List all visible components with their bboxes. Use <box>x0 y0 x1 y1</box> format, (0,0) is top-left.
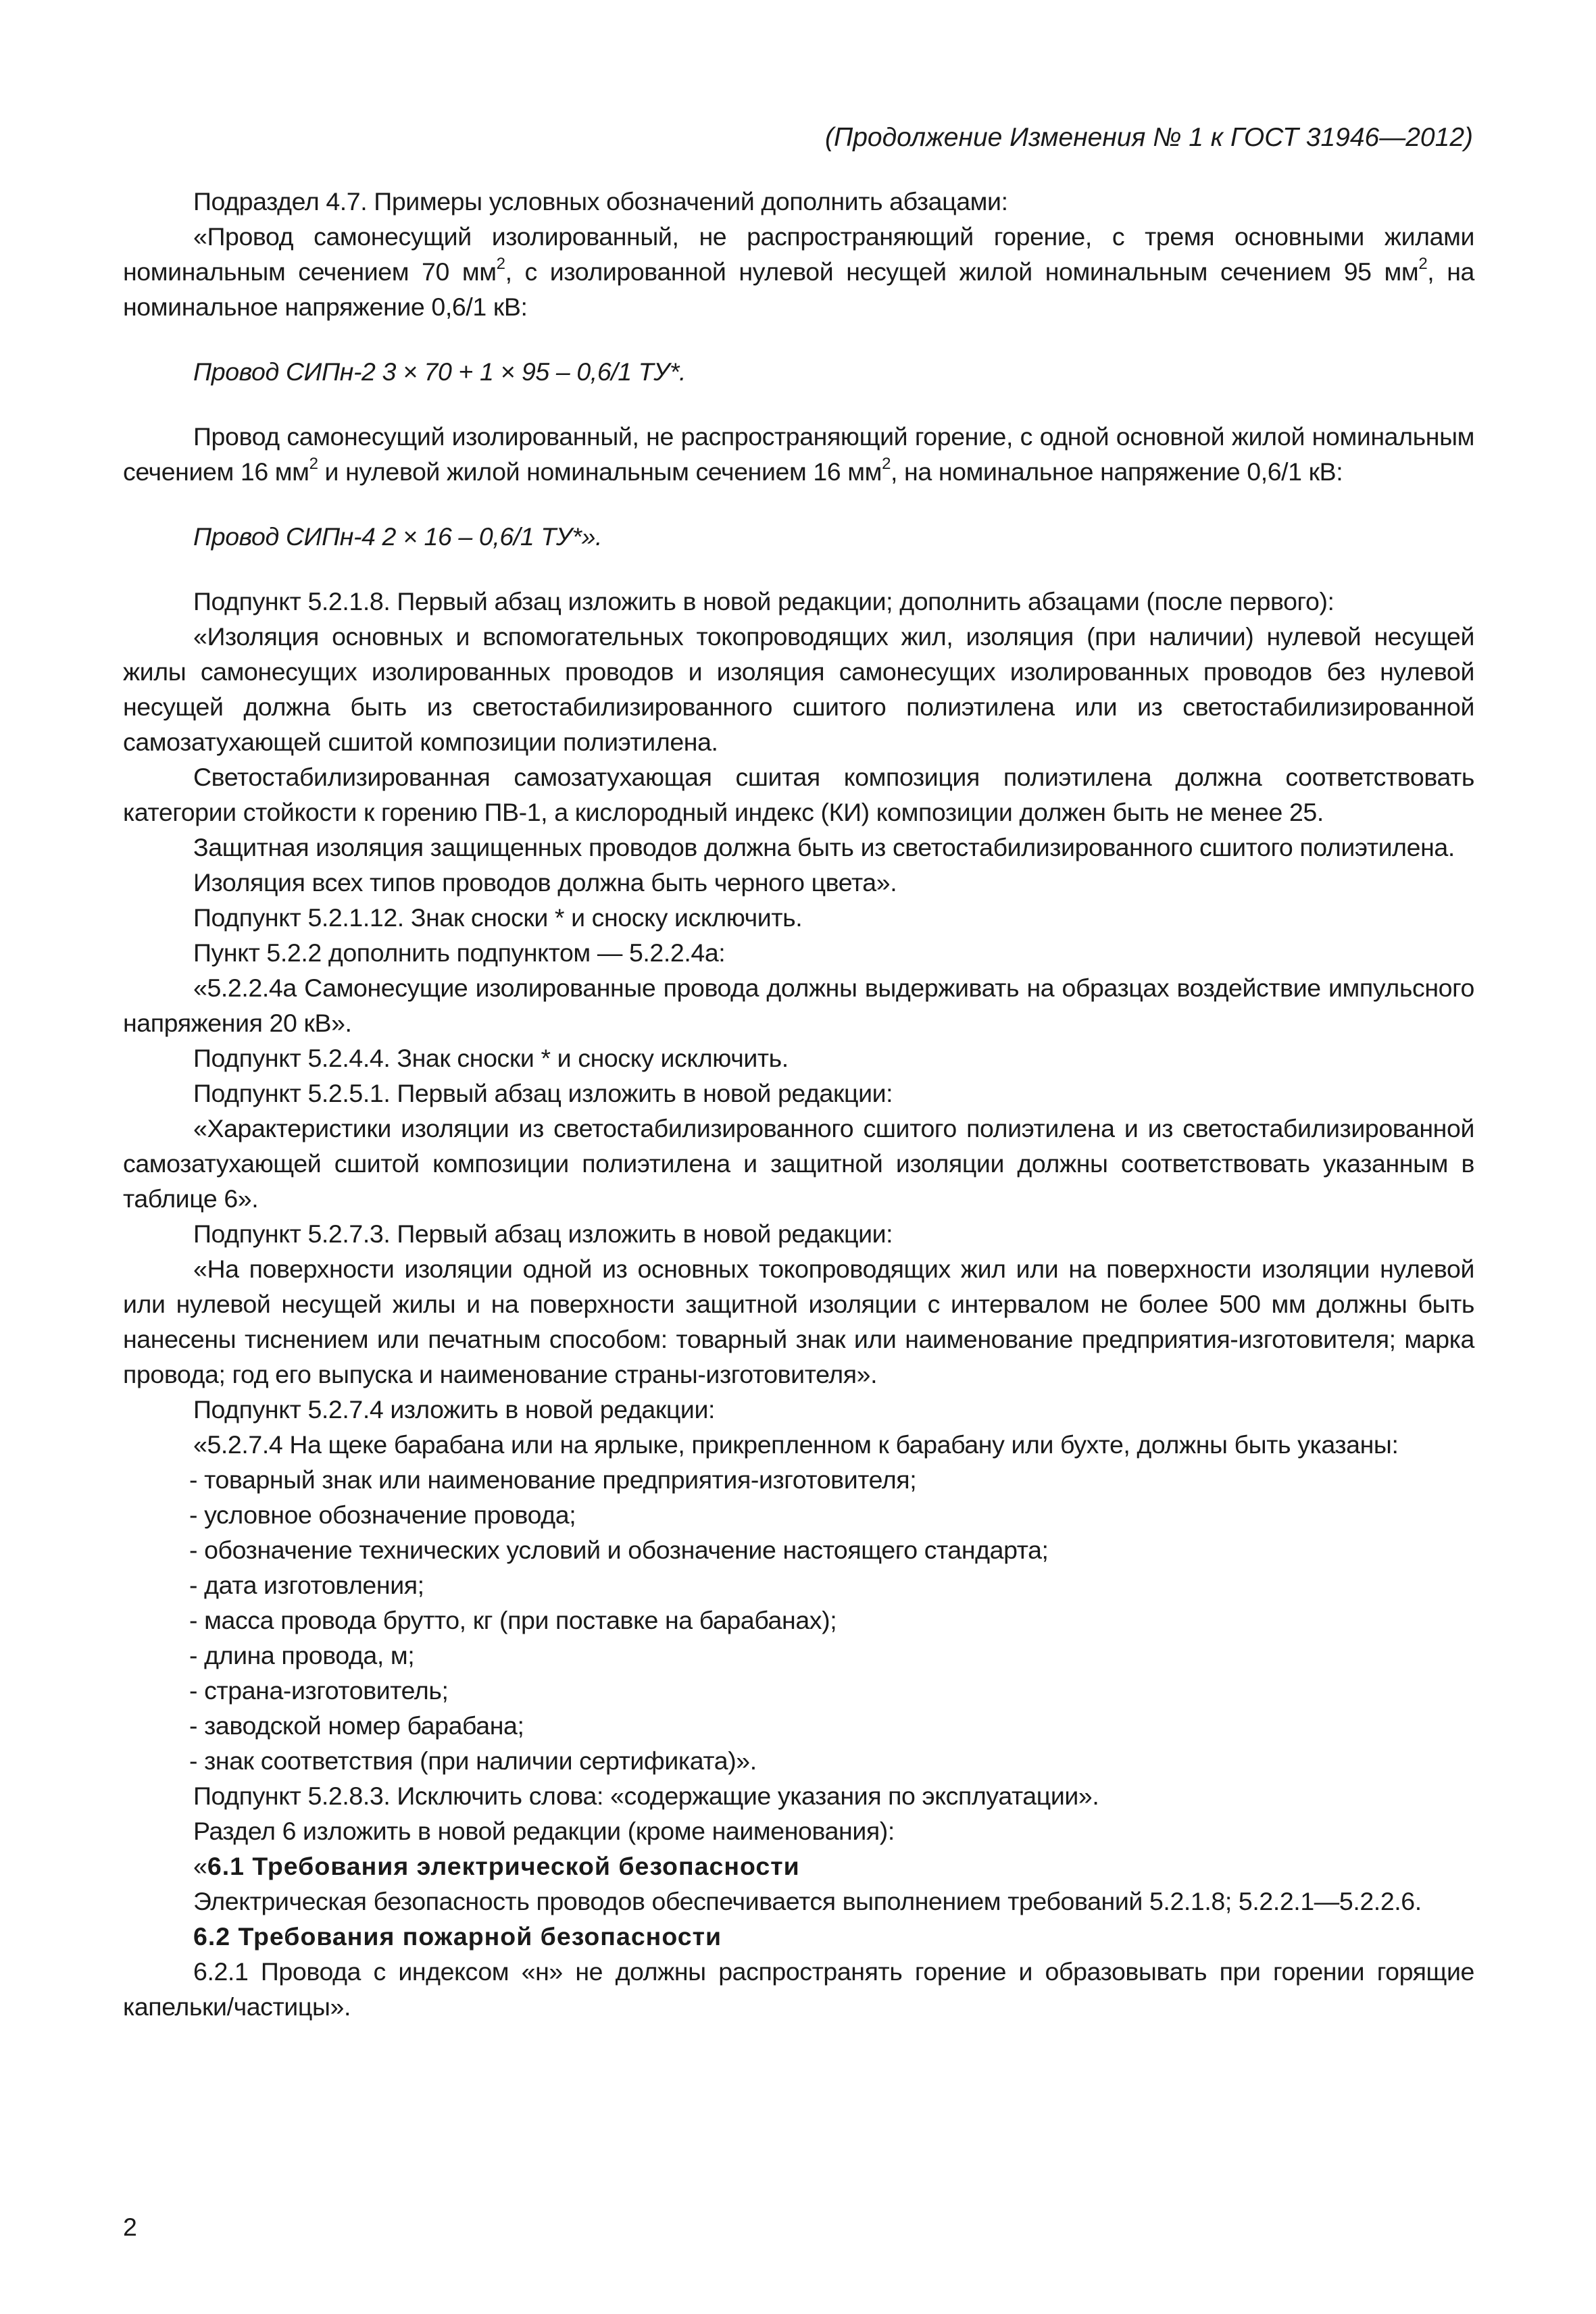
page-number: 2 <box>123 2213 137 2241</box>
paragraph-protective-insulation: Защитная изоляция защищенных проводов должна быть из светостабилизированного сшитого полиэтилена. <box>193 833 1455 861</box>
list-item: - дата изготовления; <box>189 1571 424 1599</box>
superscript: 2 <box>1418 254 1428 273</box>
paragraph-characteristics: «Характеристики изоляции из светостабилизированного сшитого полиэтилена и из светостабилизированной самозатухающей сшитой композиции полиэтилена и защитной изоляции должны соответствовать указанным в таблице 6». <box>123 1114 1474 1213</box>
example-1-text-a: «Провод самонесущий изолированный, не распространяющий горение, с тремя основными жилами номинальным сечением 70 мм <box>123 222 1474 286</box>
paragraph-insulation-color: Изоляция всех типов проводов должна быть черного цвета». <box>193 868 897 897</box>
running-header: (Продолжение Изменения № 1 к ГОСТ 31946—2012) <box>824 123 1473 152</box>
opening-quote: « <box>193 1852 207 1880</box>
paragraph-6-2-1: 6.2.1 Провода с индексом «н» не должны распространять горение и образовывать при горении горящие капельки/частицы». <box>123 1957 1474 2021</box>
list-item: - обозначение технических условий и обозначение настоящего стандарта; <box>189 1536 1049 1564</box>
paragraph-marking: «На поверхности изоляции одной из основных токопроводящих жил или на поверхности изоляции нулевой или нулевой несущей жилы и на поверхности защитной изоляции с интервалом не более 500 мм должны быть нанесены тиснением или печатным способом: товарный знак или наименование предприятия-изготовителя; марка провода; год его выпуска и наименование страны-изготовителя». <box>123 1255 1474 1388</box>
example-1-text-c: , на номинальное напряжение 0,6/1 кВ: <box>123 257 1474 321</box>
heading-6-2 <box>123 1919 1474 1954</box>
paragraph-electrical-safety: Электрическая безопасность проводов обеспечивается выполнением требований 5.2.1.8; 5.2.2.1—5.2.2.6. <box>193 1887 1422 1915</box>
heading-6-2-text: 6.2 Требования пожарной безопасности <box>193 1922 722 1951</box>
paragraph-example-2 <box>123 419 1474 489</box>
designation-formula-2: Провод СИПн-4 2 × 16 – 0,6/1 ТУ*». <box>193 522 603 551</box>
list-item: - знак соответствия (при наличии сертификата)». <box>189 1746 757 1775</box>
paragraph-5-2-5-1: Подпункт 5.2.5.1. Первый абзац изложить в новой редакции: <box>193 1079 893 1107</box>
superscript: 2 <box>309 454 318 473</box>
list-item: - длина провода, м; <box>189 1641 415 1669</box>
designation-formula-1: Провод СИПн-2 3 × 70 + 1 × 95 – 0,6/1 ТУ*. <box>193 357 687 386</box>
example-1-text-b: , с изолированной нулевой несущей жилой номинальным сечением 95 мм <box>505 257 1419 286</box>
paragraph-subsection-4-7: Подраздел 4.7. Примеры условных обозначений дополнить абзацами: <box>193 187 1008 216</box>
document-body <box>123 184 1474 2024</box>
paragraph-insulation: «Изоляция основных и вспомогательных токопроводящих жил, изоляция (при наличии) нулевой несущей жилы самонесущих изолированных проводов и изоляция самонесущих изолированных проводов без нулевой несущей должна быть из светостабилизированного сшитого полиэтилена или из светостабилизированной самозатухающей сшитой композиции полиэтилена. <box>123 622 1474 756</box>
paragraph-5-2-1-12: Подпункт 5.2.1.12. Знак сноски * и сноску исключить. <box>193 903 803 932</box>
paragraph-5-2-7-4: Подпункт 5.2.7.4 изложить в новой редакции: <box>193 1395 716 1424</box>
example-2-text-a: Провод самонесущий изолированный, не распространяющий горение, с одной основной жилой номинальным сечением 16 мм <box>123 422 1474 486</box>
list-item: - заводской номер барабана; <box>189 1711 524 1740</box>
list-item: - масса провода брутто, кг (при поставке на барабанах); <box>189 1606 837 1634</box>
paragraph-5-2-1-8: Подпункт 5.2.1.8. Первый абзац изложить в новой редакции; дополнить абзацами (после первого): <box>193 587 1335 615</box>
paragraph-example-1 <box>123 219 1474 324</box>
paragraph-5-2-4-4: Подпункт 5.2.4.4. Знак сноски * и сноску исключить. <box>193 1044 789 1072</box>
paragraph-5-2-8-3: Подпункт 5.2.8.3. Исключить слова: «содержащие указания по эксплуатации». <box>193 1782 1099 1810</box>
example-2-text-b: и нулевой жилой номинальным сечением 16 мм <box>318 457 882 486</box>
paragraph-5-2-7-3: Подпункт 5.2.7.3. Первый абзац изложить в новой редакции: <box>193 1219 893 1248</box>
list-item: - условное обозначение провода; <box>189 1501 576 1529</box>
paragraph-5-2-2: Пункт 5.2.2 дополнить подпунктом — 5.2.2.4а: <box>193 938 726 967</box>
paragraph-5-2-2-4a: «5.2.2.4а Самонесущие изолированные провода должны выдерживать на образцах воздействие импульсного напряжения 20 кВ». <box>123 974 1474 1037</box>
superscript: 2 <box>882 454 891 473</box>
list-item: - товарный знак или наименование предприятия-изготовителя; <box>189 1465 917 1494</box>
list-item: - страна-изготовитель; <box>189 1676 449 1705</box>
superscript: 2 <box>496 254 505 273</box>
drum-label-list <box>123 1462 1474 1778</box>
paragraph-composition: Светостабилизированная самозатухающая сшитая композиция полиэтилена должна соответствовать категории стойкости к горению ПВ-1, а кислородный индекс (КИ) композиции должен быть не менее 25. <box>123 763 1474 826</box>
paragraph-drum-label: «5.2.7.4 На щеке барабана или на ярлыке, прикрепленном к барабану или бухте, должны быть указаны: <box>193 1430 1399 1459</box>
heading-6-1 <box>123 1848 1474 1884</box>
heading-6-1-text: 6.1 Требования электрической безопасности <box>207 1852 800 1880</box>
paragraph-section-6: Раздел 6 изложить в новой редакции (кроме наименования): <box>193 1817 895 1845</box>
example-2-text-c: , на номинальное напряжение 0,6/1 кВ: <box>891 457 1343 486</box>
